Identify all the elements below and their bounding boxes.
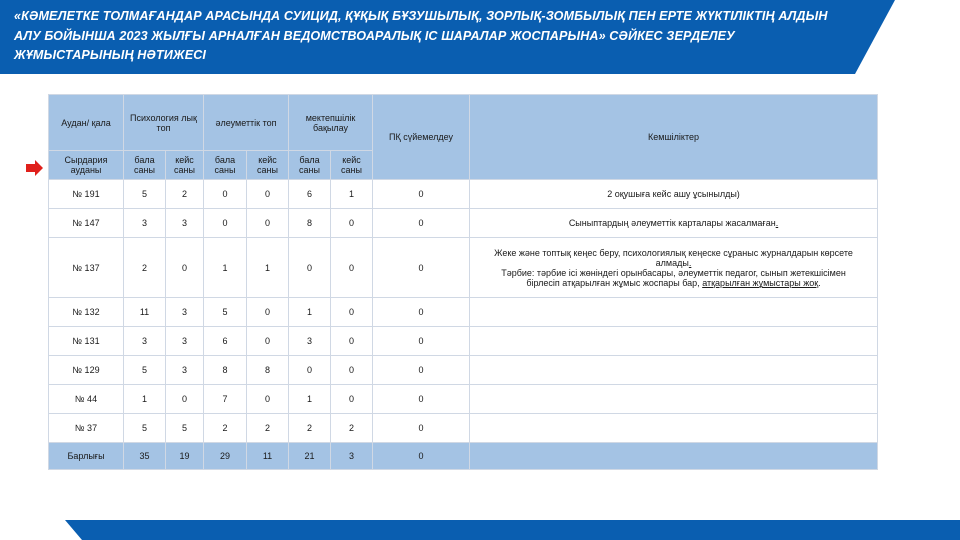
value-cell: 0	[373, 209, 470, 238]
school-cell: № 191	[49, 180, 124, 209]
case-count-header: кейс саны	[331, 151, 373, 180]
case-count-header: кейс саны	[166, 151, 204, 180]
note-text: .	[818, 277, 821, 288]
value-cell: 0	[331, 209, 373, 238]
note-text-underlined: .	[775, 218, 779, 228]
value-cell: 2	[247, 414, 289, 443]
case-count-header: кейс саны	[247, 151, 289, 180]
total-value: 19	[166, 443, 204, 470]
total-value: 35	[124, 443, 166, 470]
value-cell: 0	[247, 209, 289, 238]
notes-cell	[470, 298, 878, 327]
table-row	[49, 298, 878, 327]
value-cell: 0	[373, 298, 470, 327]
value-cell: 0	[373, 180, 470, 209]
value-cell: 1	[247, 238, 289, 298]
note-text-underlined: .	[688, 257, 692, 268]
school-cell: № 131	[49, 327, 124, 356]
total-value: 0	[373, 443, 470, 470]
psych-group-header: Психология лық топ	[124, 95, 204, 151]
value-cell: 5	[124, 356, 166, 385]
value-cell: 1	[124, 385, 166, 414]
total-value: 29	[204, 443, 247, 470]
value-cell: 6	[289, 180, 331, 209]
notes-cell	[470, 209, 878, 238]
value-cell: 3	[124, 327, 166, 356]
table-row	[49, 209, 878, 238]
pdn-header: ПҚ сүйемелдеу	[373, 95, 470, 180]
value-cell: 0	[373, 238, 470, 298]
note-line	[492, 268, 855, 288]
value-cell: 5	[124, 414, 166, 443]
value-cell: 7	[204, 385, 247, 414]
red-arrow-icon	[26, 160, 44, 176]
value-cell: 8	[204, 356, 247, 385]
value-cell: 3	[289, 327, 331, 356]
value-cell: 0	[289, 356, 331, 385]
social-group-header: әлеуметтік топ	[204, 95, 289, 151]
school-cell: № 147	[49, 209, 124, 238]
value-cell: 6	[204, 327, 247, 356]
note-text: Тәрбие: тәрбие ісі жөніндегі орынбасары, әлеуметтік педагог, сынып жетекшісімен бірлесіп атқарылған жұмыс жоспары бар,	[501, 267, 846, 288]
note-text-underlined: атқарылған жұмыстары жоқ	[702, 277, 819, 288]
value-cell: 0	[247, 180, 289, 209]
value-cell: 3	[166, 298, 204, 327]
value-cell: 0	[166, 385, 204, 414]
total-value: 3	[331, 443, 373, 470]
child-count-header: бала саны	[124, 151, 166, 180]
notes-cell: 2 оқушыға кейс ашу ұсынылды)	[470, 180, 878, 209]
value-cell: 0	[289, 238, 331, 298]
table-row	[49, 327, 878, 356]
value-cell: 0	[166, 238, 204, 298]
value-cell: 0	[331, 327, 373, 356]
value-cell: 2	[331, 414, 373, 443]
notes-cell	[470, 238, 878, 298]
school-cell: № 132	[49, 298, 124, 327]
school-cell: № 137	[49, 238, 124, 298]
child-count-header: бала саны	[204, 151, 247, 180]
table-header-row	[49, 95, 878, 151]
value-cell: 0	[247, 298, 289, 327]
school-cell: № 37	[49, 414, 124, 443]
value-cell: 0	[373, 327, 470, 356]
value-cell: 2	[204, 414, 247, 443]
value-cell: 5	[204, 298, 247, 327]
notes-cell	[470, 443, 878, 470]
page-title: «КӘМЕЛЕТКЕ ТОЛМАҒАНДАР АРАСЫНДА СУИЦИД, ҚҰҚЫҚ БҰЗУШЫЛЫҚ, ЗОРЛЫҚ-ЗОМБЫЛЫҚ ПЕН ЕРТЕ ЖҮКТІЛІКТІҢ АЛДЫН АЛУ БОЙЫНША 2023 ЖЫЛҒЫ АРНАЛҒАН ВЕДОМСТВОАРАЛЫҚ ІС ШАРАЛАР ЖОСПАРЫНА» СӘЙКЕС ЗЕРДЕЛЕУ ЖҰМЫСТАРЫНЫҢ НӘТИЖЕСІ	[14, 9, 828, 62]
total-value: 21	[289, 443, 331, 470]
table-row	[49, 356, 878, 385]
value-cell: 0	[247, 385, 289, 414]
table-row	[49, 180, 878, 209]
district-header: Аудан/ қала	[49, 95, 124, 151]
note-text: Сыныптардың әлеуметтік карталары жасалмаған	[568, 218, 776, 228]
notes-cell	[470, 414, 878, 443]
school-control-header: мектепшілік бақылау	[289, 95, 373, 151]
value-cell: 2	[124, 238, 166, 298]
value-cell: 1	[289, 385, 331, 414]
value-cell: 3	[166, 327, 204, 356]
value-cell: 5	[124, 180, 166, 209]
school-cell: № 44	[49, 385, 124, 414]
value-cell: 3	[166, 356, 204, 385]
table-row	[49, 385, 878, 414]
total-label: Барлығы	[49, 443, 124, 470]
notes-cell	[470, 356, 878, 385]
results-table	[48, 94, 878, 470]
value-cell: 8	[247, 356, 289, 385]
value-cell: 0	[373, 385, 470, 414]
child-count-header: бала саны	[289, 151, 331, 180]
value-cell: 3	[166, 209, 204, 238]
region-label: Сырдария ауданы	[49, 151, 124, 180]
notes-header: Кемшіліктер	[470, 95, 878, 180]
value-cell: 0	[373, 356, 470, 385]
value-cell: 5	[166, 414, 204, 443]
note-text: Жеке және топтық кеңес беру, психологиялық кеңеске сұраныс журналдарын көрсете алмады	[494, 247, 853, 268]
value-cell: 3	[124, 209, 166, 238]
total-row	[49, 443, 878, 470]
value-cell: 0	[331, 238, 373, 298]
value-cell: 0	[247, 327, 289, 356]
bottom-bar	[0, 520, 960, 540]
title-banner	[0, 0, 960, 74]
value-cell: 11	[124, 298, 166, 327]
table-row	[49, 238, 878, 298]
value-cell: 0	[331, 385, 373, 414]
value-cell: 1	[289, 298, 331, 327]
value-cell: 2	[166, 180, 204, 209]
table-row	[49, 414, 878, 443]
school-cell: № 129	[49, 356, 124, 385]
value-cell: 0	[331, 356, 373, 385]
value-cell: 1	[204, 238, 247, 298]
value-cell: 2	[289, 414, 331, 443]
value-cell: 0	[373, 414, 470, 443]
value-cell: 8	[289, 209, 331, 238]
total-value: 11	[247, 443, 289, 470]
bottom-bar-shape	[0, 520, 960, 540]
value-cell: 0	[204, 180, 247, 209]
notes-cell	[470, 327, 878, 356]
note-line	[492, 248, 855, 268]
value-cell: 0	[331, 298, 373, 327]
value-cell: 1	[331, 180, 373, 209]
notes-cell	[470, 385, 878, 414]
value-cell: 0	[204, 209, 247, 238]
